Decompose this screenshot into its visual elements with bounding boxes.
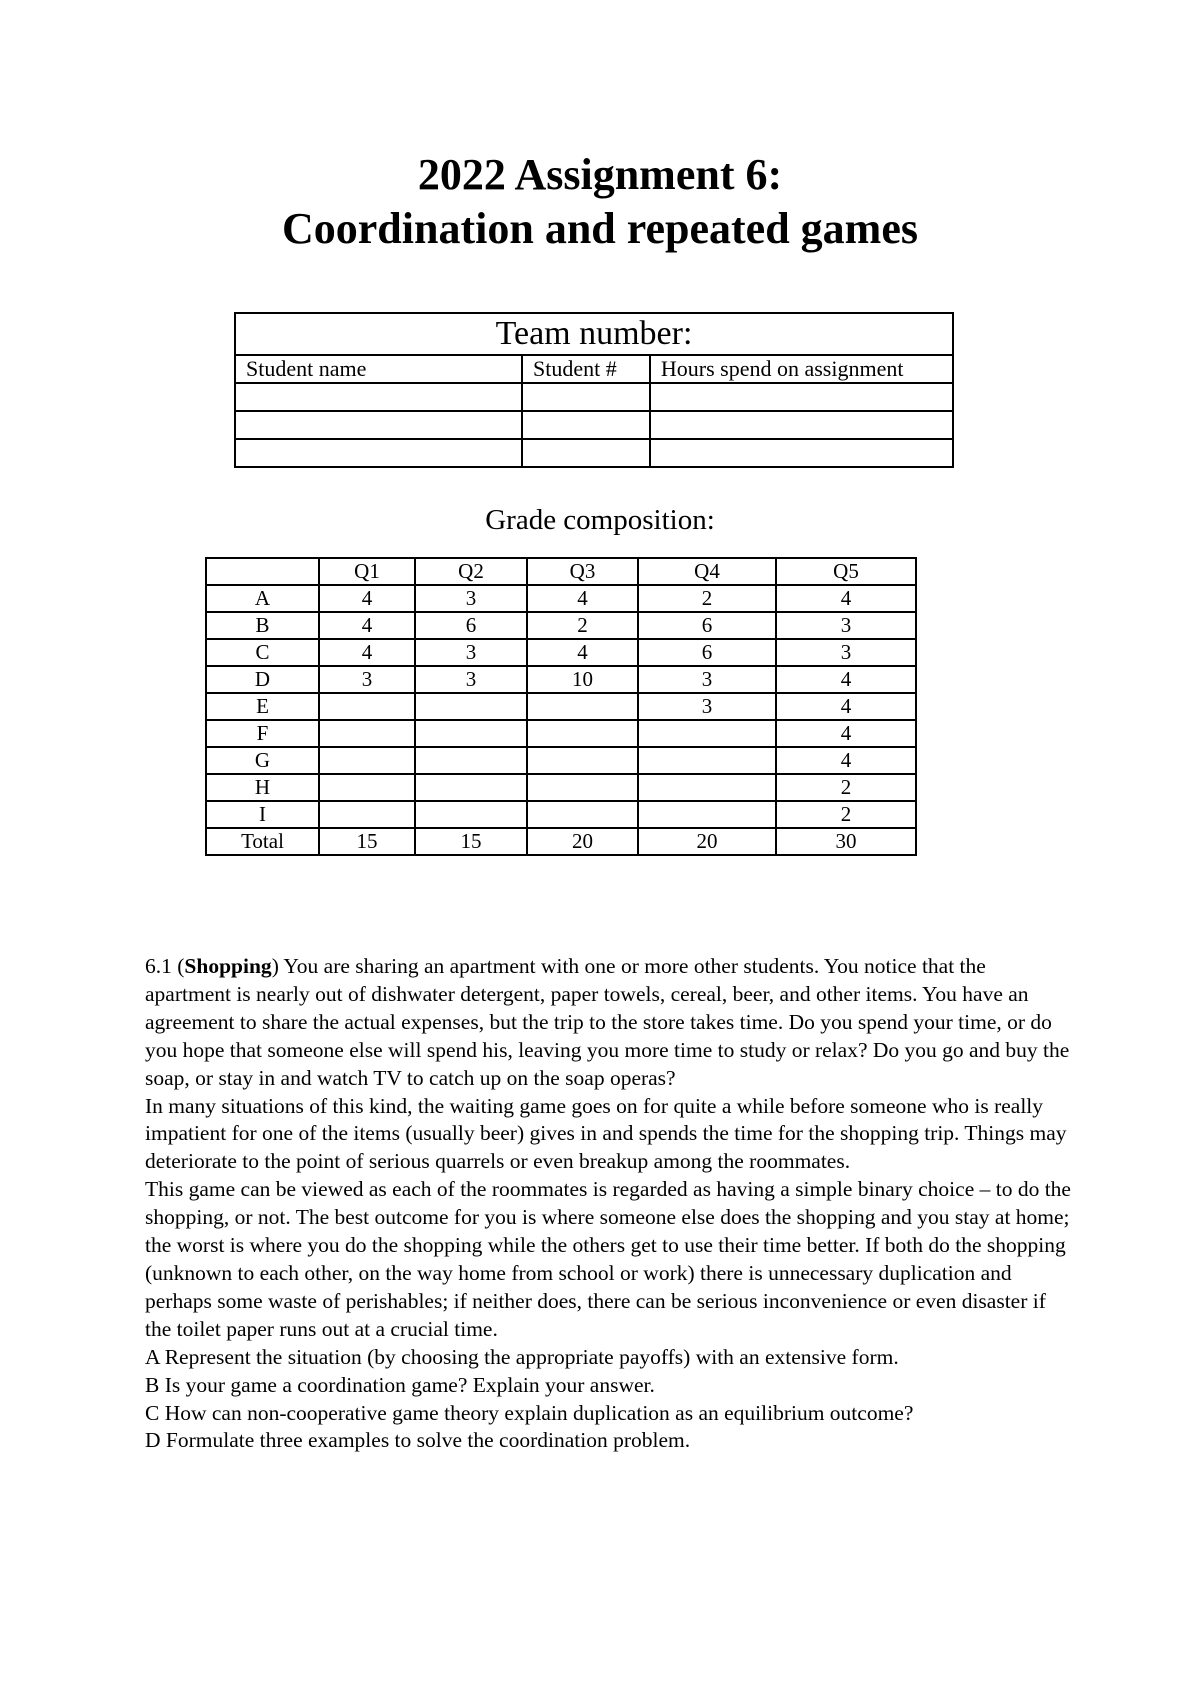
hours-cell[interactable]	[650, 439, 953, 467]
grade-cell	[319, 693, 415, 720]
grade-row-label: E	[206, 693, 319, 720]
grade-cell	[415, 747, 527, 774]
grade-cell	[527, 774, 638, 801]
grade-header-cell: Q5	[776, 558, 916, 585]
grade-header-cell: Q2	[415, 558, 527, 585]
grade-row	[206, 828, 916, 855]
grade-cell	[319, 747, 415, 774]
document-title	[0, 148, 1200, 256]
grade-row-label: G	[206, 747, 319, 774]
student-number-cell[interactable]	[522, 411, 650, 439]
grade-cell: 3	[415, 639, 527, 666]
question-part-b: B Is your game a coordination game? Explain your answer.	[145, 1372, 655, 1397]
grade-cell	[638, 747, 776, 774]
grade-header-row	[206, 558, 916, 585]
team-entry-row	[235, 383, 953, 411]
grade-cell: 6	[638, 612, 776, 639]
grade-row	[206, 612, 916, 639]
grade-row-label: Total	[206, 828, 319, 855]
grade-row	[206, 585, 916, 612]
grade-row-label: C	[206, 639, 319, 666]
grade-cell	[638, 720, 776, 747]
header-hours: Hours spend on assignment	[650, 355, 953, 383]
grade-header-cell: Q4	[638, 558, 776, 585]
grade-cell: 3	[638, 666, 776, 693]
grade-cell	[319, 774, 415, 801]
grade-cell: 4	[319, 639, 415, 666]
grade-cell: 3	[776, 639, 916, 666]
title-line-1: 2022 Assignment 6:	[417, 150, 783, 199]
grade-cell	[415, 774, 527, 801]
grade-cell: 20	[527, 828, 638, 855]
grade-cell: 4	[776, 693, 916, 720]
grade-row	[206, 747, 916, 774]
grade-cell	[415, 693, 527, 720]
student-number-cell[interactable]	[522, 383, 650, 411]
grade-cell: 6	[638, 639, 776, 666]
question-6-1	[145, 953, 1075, 1455]
grade-row-label: I	[206, 801, 319, 828]
grade-row-label: F	[206, 720, 319, 747]
team-entry-row	[235, 439, 953, 467]
grade-row-label: B	[206, 612, 319, 639]
grade-cell: 4	[319, 612, 415, 639]
grade-cell: 4	[776, 720, 916, 747]
grade-cell: 4	[319, 585, 415, 612]
grade-table	[205, 557, 917, 856]
grade-cell	[638, 801, 776, 828]
question-topic: Shopping	[184, 954, 272, 978]
grade-cell: 4	[527, 639, 638, 666]
grade-cell	[527, 720, 638, 747]
grade-cell: 15	[415, 828, 527, 855]
team-number-heading: Team number:	[235, 313, 953, 355]
grade-row-label: D	[206, 666, 319, 693]
grade-cell: 4	[776, 747, 916, 774]
student-name-cell[interactable]	[235, 439, 522, 467]
question-paragraph-2: In many situations of this kind, the waiting game goes on for quite a while before someone who is really impatient for one of the items (usually beer) gives in and spends the time for the shopping trip. Things may deteriorate to the point of serious quarrels or even breakup among the roommates.	[145, 1093, 1067, 1174]
grade-row	[206, 666, 916, 693]
grade-cell	[319, 720, 415, 747]
grade-row-label: A	[206, 585, 319, 612]
grade-cell: 3	[415, 585, 527, 612]
question-part-a: A Represent the situation (by choosing the appropriate payoffs) with an extensive form.	[145, 1344, 899, 1369]
grade-cell	[415, 720, 527, 747]
grade-cell	[415, 801, 527, 828]
grade-row	[206, 801, 916, 828]
header-student-number: Student #	[522, 355, 650, 383]
grade-cell: 3	[638, 693, 776, 720]
grade-row	[206, 720, 916, 747]
team-heading-row	[235, 313, 953, 355]
team-entry-row	[235, 411, 953, 439]
grade-cell	[638, 774, 776, 801]
grade-cell: 3	[319, 666, 415, 693]
grade-row	[206, 639, 916, 666]
student-number-cell[interactable]	[522, 439, 650, 467]
grade-cell	[527, 693, 638, 720]
grade-row-label: H	[206, 774, 319, 801]
grade-composition-heading: Grade composition:	[485, 504, 715, 536]
team-column-header-row	[235, 355, 953, 383]
grade-cell: 2	[776, 774, 916, 801]
grade-row	[206, 774, 916, 801]
grade-cell: 2	[638, 585, 776, 612]
question-number: 6.1 (	[145, 954, 185, 978]
grade-cell: 4	[776, 585, 916, 612]
grade-row	[206, 693, 916, 720]
team-table	[234, 312, 954, 468]
grade-cell: 30	[776, 828, 916, 855]
grade-cell	[527, 801, 638, 828]
grade-cell: 10	[527, 666, 638, 693]
question-part-d: D Formulate three examples to solve the coordination problem.	[145, 1428, 691, 1453]
grade-cell: 15	[319, 828, 415, 855]
question-part-c: C How can non-cooperative game theory explain duplication as an equilibrium outcome?	[145, 1400, 914, 1425]
grade-cell: 3	[415, 666, 527, 693]
grade-cell	[319, 801, 415, 828]
grade-header-cell	[206, 558, 319, 585]
question-paragraph-3: This game can be viewed as each of the roommates is regarded as having a simple binary choice – to do the shopping, or not. The best outcome for you is where someone else does the shopping and you stay at home; the worst is where you do the shopping while the others get to use their time better. If both do the shopping (unknown to each other, on the way home from school or work) there is unnecessary duplication and perhaps some waste of perishables; if neither does, there can be serious inconvenience or even disaster if the toilet paper runs out at a crucial time.	[145, 1177, 1071, 1341]
student-name-cell[interactable]	[235, 411, 522, 439]
grade-cell: 4	[527, 585, 638, 612]
hours-cell[interactable]	[650, 411, 953, 439]
grade-cell: 2	[776, 801, 916, 828]
grade-cell: 20	[638, 828, 776, 855]
hours-cell[interactable]	[650, 383, 953, 411]
grade-header-cell: Q3	[527, 558, 638, 585]
header-student-name: Student name	[235, 355, 522, 383]
grade-cell: 6	[415, 612, 527, 639]
question-intro-text: ) You are sharing an apartment with one or more other students. You notice that the apartment is nearly out of dishwater detergent, paper towels, cereal, beer, and other items. You have an agreement to share the actual expenses, but the trip to the store takes time. Do you spend your time, or do you hope that someone else will spend his, leaving you more time to study or relax? Do you go and buy the soap, or stay in and watch TV to catch up on the soap operas?	[145, 954, 1070, 1090]
question-intro-paragraph	[145, 953, 1075, 1093]
grade-cell: 4	[776, 666, 916, 693]
grade-header-cell: Q1	[319, 558, 415, 585]
grade-cell: 3	[776, 612, 916, 639]
title-line-2: Coordination and repeated games	[282, 204, 918, 253]
student-name-cell[interactable]	[235, 383, 522, 411]
grade-cell	[527, 747, 638, 774]
grade-cell: 2	[527, 612, 638, 639]
